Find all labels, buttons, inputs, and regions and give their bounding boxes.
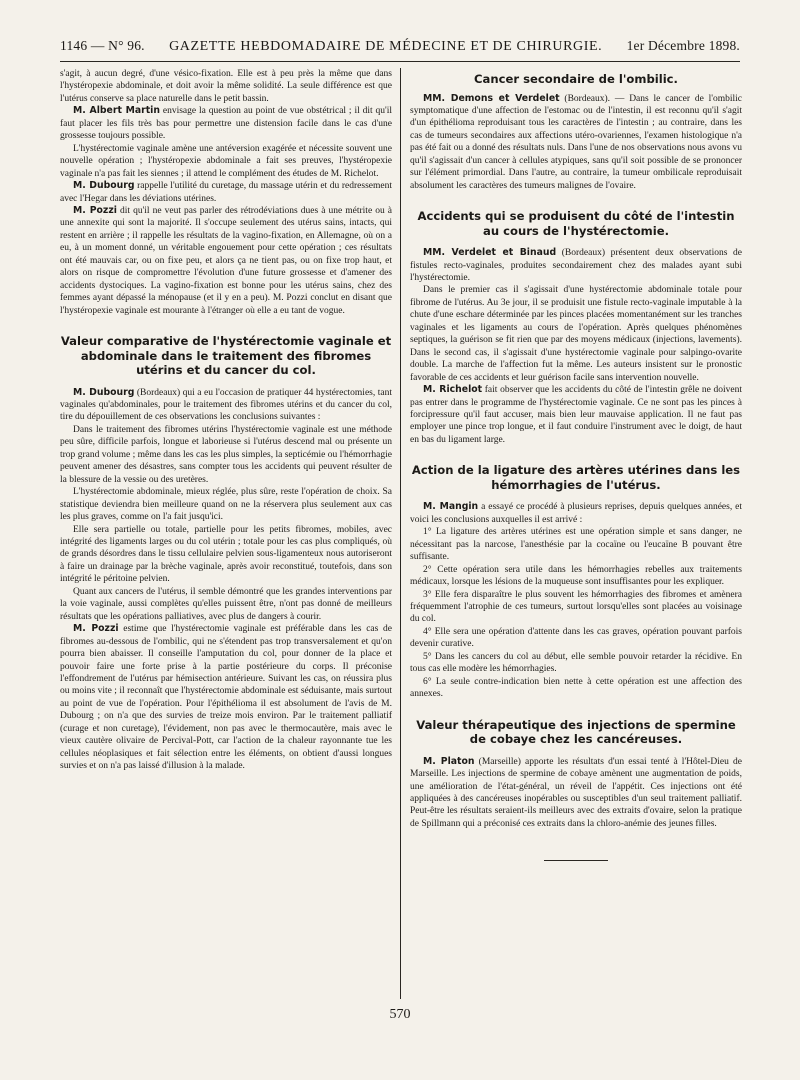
paragraph-text: (Marseille) apporte les résultats d'un essai tenté à l'Hôtel-Dieu de Marseille. Les injections de spermine de cobaye amènent une augmentation de poids, une amélioration de l'état-général, un réveil de l'appétit. Ces injections ont été appliquées à des cancéreuses inopérables ou susceptibles d'un seul traitement palliatif. Peut-être les résultats seraient-ils meilleurs avec des extraits d'ovaire, selon la pratique de Spillmann qui a préconisé ces extraits dans la chloro-anémie des jeunes filles. <box>410 756 742 829</box>
paragraph: L'hystérectomie vaginale amène une antéversion exagérée et nécessite souvent une nouvelle opération ; l'hystéropexie abdominale a fait ses preuves, l'hystéropexie vaginale n'a pas fait les siennes ; il attend le complément des études de M. Richelot. <box>60 143 392 179</box>
paragraph-text: dit qu'il ne veut pas parler des rétrodéviations dues à une métrite ou à une annexite qui sont la majorité. Il s'occupe seulement des utérus sains, intacts, qui restent en arrière ; il rappelle les résultats de la vagino-fixation, en Allemagne, où on a eu, à un moment donné, un véritable engouement pour cette opération ; ces résultats ont été mauvais car, ou on fixe peu, et alors ça ne tient pas, ou on fixe trop haut, et alors on risque de compromettre l'évolution d'une future grossesse et d'amener des accidents dystociques. La vagino-fixation est bonne pour les utérus sains, chez des femmes ayant dépassé la ménopause (et il y en a peu). M. Pozzi conclut en disant que l'hystéropexie vaginale est mourante à l'étranger où elle a eu tant de vogue. <box>60 205 392 316</box>
paragraph <box>60 205 392 317</box>
paragraph <box>60 623 392 772</box>
paragraph <box>410 247 742 284</box>
spacer <box>410 492 742 501</box>
paragraph-text: fait observer que les accidents du côté de l'intestin grêle ne doivent pas entrer dans le programme de l'hystérectomie vaginale. Ce ne sont pas les pinces à forcipressure qu'il faut accuser, mais bien leur mauvaise application. Il ne faut pas employer une pince trop longue, et il faut conduire l'instrument avec le doigt, de haut en bas du ligament large. <box>410 385 742 445</box>
conclusion-item: 1° La ligature des artères utérines est une opération simple et sans danger, ne nécessitant pas la narcose, l'anesthésie par la cocaïne ou l'eucaïne B pouvant être suffisante. <box>410 527 742 563</box>
issue-date: 1er Décembre 1898. <box>626 38 740 53</box>
paragraph: Quant aux cancers de l'utérus, il semble démontré que les grandes interventions par la voie vaginale, aussi complètes qu'elles puissent être, n'ont pas donné de meilleurs résultats que les opérations palliatives, avec plus de dangers à courir. <box>60 586 392 622</box>
paragraph-text: (Bordeaux). — Dans le cancer de l'ombilic symptomatique d'une affection de l'estomac ou de l'intestin, il est reconnu qu'il s'agit d'un épithélioma reproduisant tous les caractères de l'intestin ; au contraire, dans les cas de tumeurs secondaires aux affections utéro-ovariennes, l'examen histologique n'a pas été fait ou a donné des résultats nuls. Dans l'une de nos observations nous avons vu qu'il s'agissait d'un cancer à cellules atypiques, sans qu'il soit possible de se prononcer sur l'élément primordial. Dans l'autre, au contraire, la tumeur ombilicale reproduisait absolument les caractères des tumeurs malignes de l'ovaire. <box>410 93 743 191</box>
left-column <box>60 68 392 773</box>
paragraph: L'hystérectomie abdominale, mieux réglée, plus sûre, reste l'opération de choix. Sa statistique deviendra bien meilleure quand on ne la réservera plus seulement aux cas les plus graves, comme on l'a fait jusqu'ici. <box>60 487 392 523</box>
speaker-name: M. Albert Martin <box>73 105 160 117</box>
section-heading: Action de la ligature des artères utérines dans les hémorrhagies de l'utérus. <box>411 463 741 492</box>
spacer <box>410 238 742 247</box>
header-rule <box>60 61 740 62</box>
conclusion-item: 6° La seule contre-indication bien nette à cette opération est une affection des annexes. <box>410 676 742 700</box>
spacer <box>60 317 392 334</box>
paragraph <box>60 180 392 205</box>
speaker-name: MM. Demons et Verdelet <box>423 92 560 104</box>
conclusion-item: 4° Elle sera une opération d'attente dans les cas graves, opération pouvant parfois devenir curative. <box>410 626 742 650</box>
spacer <box>410 701 742 718</box>
section-heading: Valeur thérapeutique des injections de spermine de cobaye chez les cancéreuses. <box>416 717 736 747</box>
conclusion-item: 3° Elle fera disparaître le plus souvent les hémorrhagies des fibromes et amènera fréquemment l'atrophie de ces tumeurs, surtout lorsqu'elles sont placées au voisinage du col. <box>410 589 742 625</box>
column-divider <box>400 68 401 999</box>
paragraph <box>410 93 742 193</box>
conclusion-item: 5° Dans les cancers du col au début, elle semble pouvoir retarder la récidive. En tous cas elle modère les hémorrhagies. <box>410 651 742 675</box>
speaker-name: M. Dubourg <box>73 180 135 192</box>
section-heading: Accidents qui se produisent du côté de l'intestin au cours de l'hystérectomie. <box>417 209 735 238</box>
paragraph <box>60 387 392 424</box>
conclusion-item: 2° Cette opération sera utile dans les hémorrhagies rebelles aux traitements médicaux, lorsque les lésions de la muqueuse sont insuffisantes pour les expliquer. <box>410 564 742 588</box>
speaker-name: M. Platon <box>423 755 475 767</box>
paragraph <box>60 105 392 142</box>
speaker-name: M. Dubourg <box>73 386 135 398</box>
spacer <box>60 378 392 387</box>
paragraph-text: rappelle l'utilité du curetage, du massage utérin et du redressement avec l'Hegar dans les déviations utérines. <box>60 181 393 204</box>
paragraph-text: envisage la question au point de vue obstétrical ; il dit qu'il faut placer les fils très bas pour permettre une distension facile dans le cas d'une grossesse toujours possible. <box>60 106 392 142</box>
journal-title: GAZETTE HEBDOMADAIRE DE MÉDECINE ET DE CHIRURGIE. <box>169 39 603 54</box>
paragraph <box>410 756 742 831</box>
folio-number: 570 <box>389 1007 411 1022</box>
speaker-name: M. Mangin <box>423 501 479 513</box>
right-column <box>410 68 742 861</box>
speaker-name: MM. Verdelet et Binaud <box>423 247 557 259</box>
paragraph-text: a essayé ce procédé à plusieurs reprises, depuis quelques années, et voici les conclusions auxquelles il est arrivé : <box>410 502 742 525</box>
section-heading: Valeur comparative de l'hystérectomie vaginale et abdominale dans le traitement des fibromes utérins et du cancer du col. <box>60 334 392 378</box>
paragraph: Dans le premier cas il s'agissait d'une hystérectomie abdominale totale pour fibrome de l'utérus. Au 3e jour, il se produisit une fistule recto-vaginale imputable à la chute d'une eschare déterminée par les pinces placées momentanément sur les tranches vaginales et les ligaments au cours de l'opération. Après quelques phénomènes septiques, la guérison se fit rien que par des moyens médicaux (injections, lavements). Dans le second cas, il s'agissait d'une hystérectomie vaginale pour salpingo-ovarite double. La marche de l'affection fut la même. Les auteurs insistent sur le pronostic favorable de ces accidents et leur guérison facile sans intervention nouvelle. <box>410 285 742 383</box>
page-number: 1146 — N° 96. <box>60 38 145 53</box>
end-separator-rule <box>544 860 608 861</box>
paragraph <box>410 501 742 526</box>
spacer <box>410 747 742 756</box>
paragraph: Elle sera partielle ou totale, partielle pour les petits fibromes, mobiles, avec intégrité des ligaments larges ou du col utérin ; totale pour les cas plus compliqués, où de grands désordres dans le tissu cellulaire pelvien sous-ligamenteux nous autoriseront à faire un drainage par la brèche vaginale, après avoir reconstitué, toutefois, dans son intégrité le péritoine pelvien. <box>60 524 392 585</box>
spacer <box>410 192 742 209</box>
running-header <box>60 38 740 55</box>
paragraph <box>410 384 742 446</box>
paragraph: Dans le traitement des fibromes utérins l'hystérectomie vaginale est une méthode peu sûre, difficile parfois, longue et laborieuse si l'utérus descend mal ou présente un trop grand volume ; même dans les cas les plus simples, la septicémie ou l'hémorrhagie peuvent amener des désastres, sans compter tous les accidents qui peuvent résulter de la blessure de la vessie ou des uretères. <box>60 424 392 485</box>
paragraph: s'agit, à aucun degré, d'une vésico-fixation. Elle est à peu près la même que dans l'hystéropexie abdominale, et doit avoir la même solidité. La seule différence est que l'utérus conserve sa place naturelle dans le petit bassin. <box>60 69 392 104</box>
paragraph-text: (Bordeaux) présentent deux observations de fistules recto-vaginales, produites secondairement chez des malades ayant subi l'hystérectomie. <box>410 248 742 284</box>
spacer <box>410 446 742 463</box>
paragraph-text: (Bordeaux) qui a eu l'occasion de pratiquer 44 hystérectomies, tant vaginales qu'abdominales, pour le traitement des fibromes utérins et du cancer du col, tire du dépouillement de ces observations les conclusions suivantes : <box>60 387 392 423</box>
speaker-name: M. Pozzi <box>73 204 117 216</box>
section-heading: Cancer secondaire de l'ombilic. <box>474 72 678 86</box>
speaker-name: M. Pozzi <box>73 623 119 635</box>
paragraph-text: estime que l'hystérectomie vaginale est préférable dans les cas de fibromes au-dessous de l'ombilic, qui ne s'étendent pas trop transversalement et qu'on pourra bien abaisser. Il conseille l'amputation du col, pour donner de la place et pouvoir faire une forte prise à la partie postérieure du corps. Il préconise l'effondrement de l'utérus par hémisection antérieure. Suivant les cas, on réussira plus ou moins vite ; il reconnaît que l'hystérectomie abdominale est séduisante, mais surtout au point de vue de l'opération. Pour l'épithélioma il est absolument de l'avis de M. Dubourg ; on n'a que des survies de treize mois environ. Par le traitement palliatif (curage et non curetage), l'évidement, non pas avec le thermocautère, mais avec le vieux cautère olivaire de Percival-Pott, car l'action de la chaleur rayonnante tue les cellules néoplasiques et fait sélection entre les éléments, on obtient d'aussi longues survies et on n'a pas laissé d'illusion à la malade. <box>60 624 392 772</box>
speaker-name: M. Richelot <box>423 384 483 396</box>
